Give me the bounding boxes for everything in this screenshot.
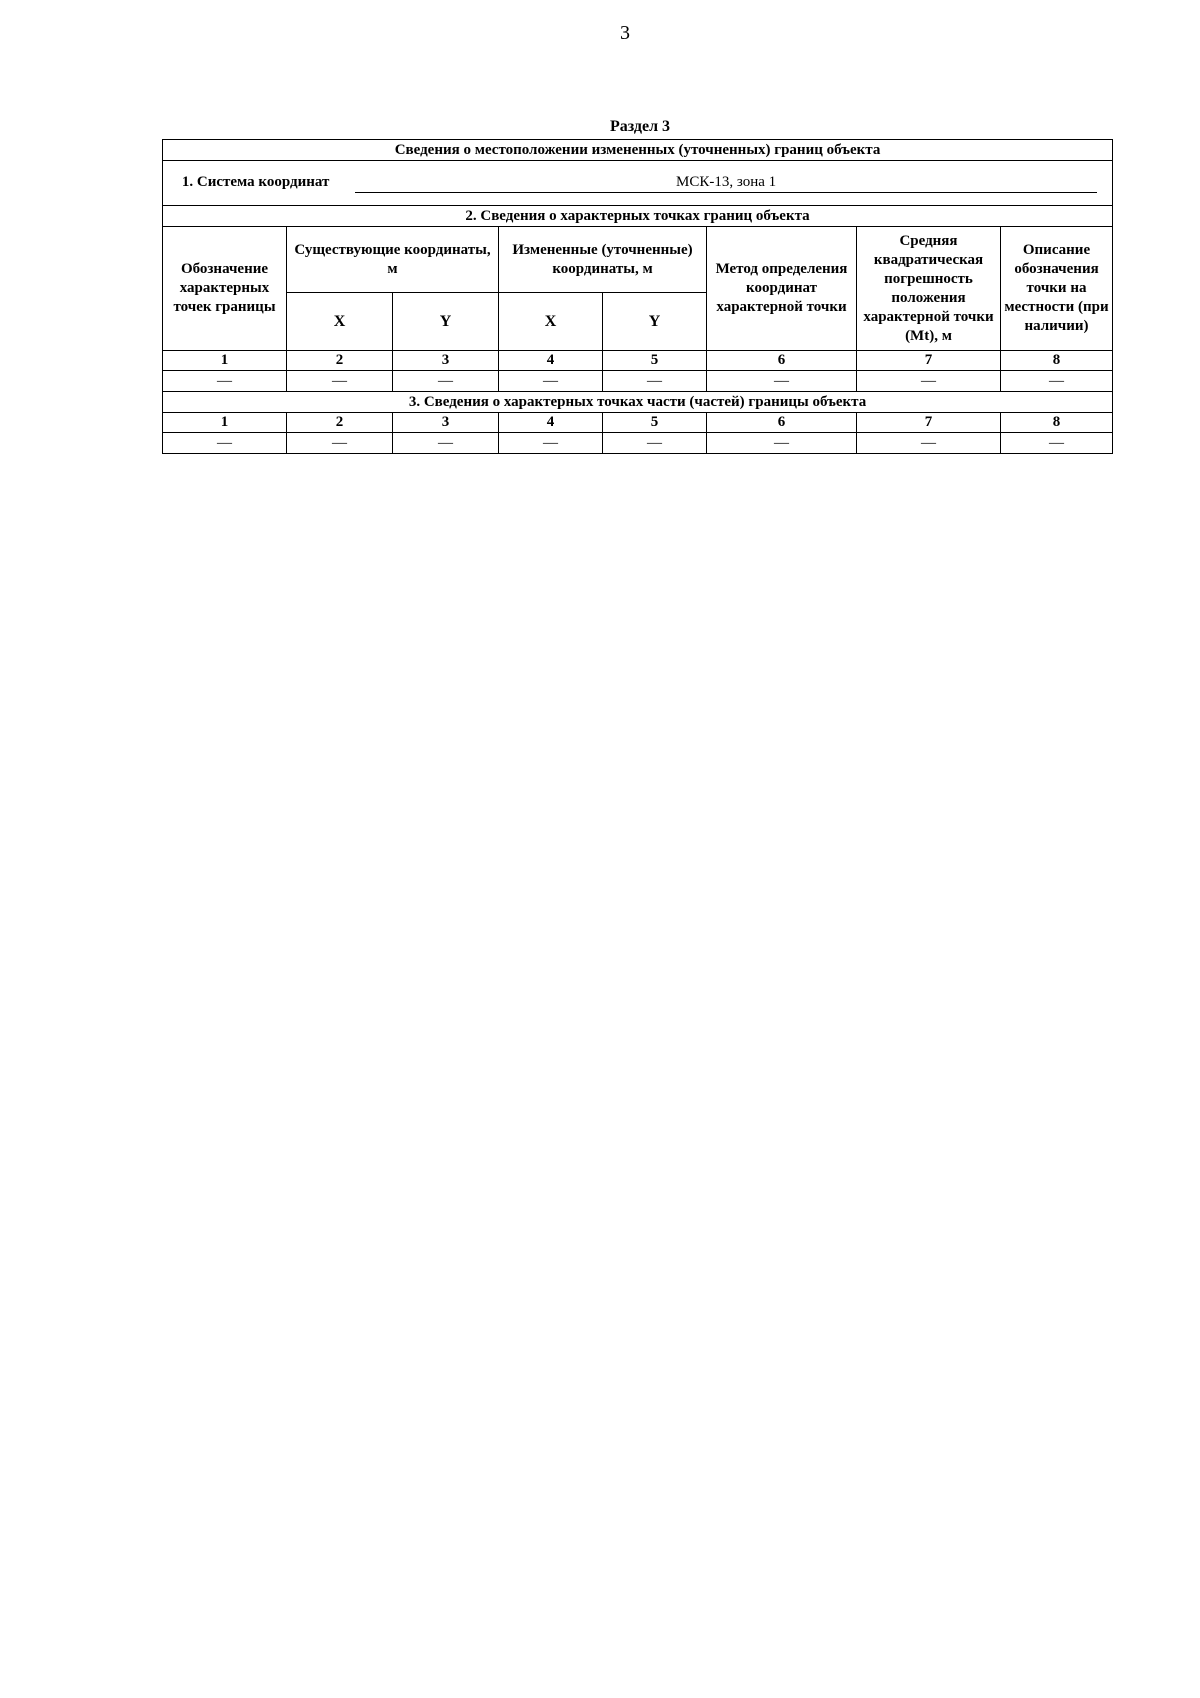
section-title: Раздел 3 [609, 118, 671, 135]
column-number: 1 [163, 413, 287, 433]
table-cell: — [707, 371, 857, 392]
column-number: 4 [499, 413, 603, 433]
header-method: Метод определения координат характерной точки [707, 227, 857, 351]
table-row [163, 433, 1113, 454]
column-number: 5 [603, 413, 707, 433]
column-number: 3 [393, 351, 499, 371]
table-cell: — [287, 433, 393, 454]
table-cell: — [1001, 371, 1113, 392]
table-cell: — [857, 371, 1001, 392]
table-cell: — [393, 433, 499, 454]
table-row [163, 371, 1113, 392]
points-column-numbers [163, 351, 1113, 371]
header-error: Средняя квадратическая погрешность положения характерной точки (Mt), м [857, 227, 1001, 351]
header-designation: Обозначение характерных точек границы [163, 227, 287, 351]
column-number: 2 [287, 413, 393, 433]
column-number: 8 [1001, 413, 1113, 433]
coord-system-row [163, 161, 1113, 206]
points-section-title: 2. Сведения о характерных точках границ объекта [163, 206, 1113, 227]
header-changed-x: X [499, 293, 603, 351]
header-description: Описание обозначения точки на местности (при наличии) [1001, 227, 1113, 351]
table-title: Сведения о местоположении измененных (уточненных) границ объекта [163, 140, 1113, 161]
column-number: 4 [499, 351, 603, 371]
header-existing-x: X [287, 293, 393, 351]
column-number: 3 [393, 413, 499, 433]
table-cell: — [603, 371, 707, 392]
table-cell: — [707, 433, 857, 454]
table-cell: — [499, 371, 603, 392]
coord-system-value: МСК-13, зона 1 [355, 173, 1097, 193]
header-changed-coords: Измененные (уточненные) координаты, м [499, 227, 707, 293]
column-number: 2 [287, 351, 393, 371]
table-cell: — [857, 433, 1001, 454]
column-number: 8 [1001, 351, 1113, 371]
column-number: 6 [707, 413, 857, 433]
parts-column-numbers [163, 413, 1113, 433]
header-changed-y: Y [603, 293, 707, 351]
table-cell: — [393, 371, 499, 392]
table-cell: — [1001, 433, 1113, 454]
table-cell: — [603, 433, 707, 454]
column-number: 7 [857, 413, 1001, 433]
column-number: 6 [707, 351, 857, 371]
table-cell: — [499, 433, 603, 454]
header-existing-coords: Существующие координаты, м [287, 227, 499, 293]
boundary-table [162, 139, 1113, 454]
page-number: 3 [620, 22, 630, 44]
parts-section-title: 3. Сведения о характерных точках части (частей) границы объекта [163, 392, 1113, 413]
column-number: 5 [603, 351, 707, 371]
table-cell: — [163, 433, 287, 454]
header-existing-y: Y [393, 293, 499, 351]
table-cell: — [287, 371, 393, 392]
column-number: 1 [163, 351, 287, 371]
coord-system-label: 1. Система координат [181, 174, 330, 190]
column-number: 7 [857, 351, 1001, 371]
table-cell: — [163, 371, 287, 392]
